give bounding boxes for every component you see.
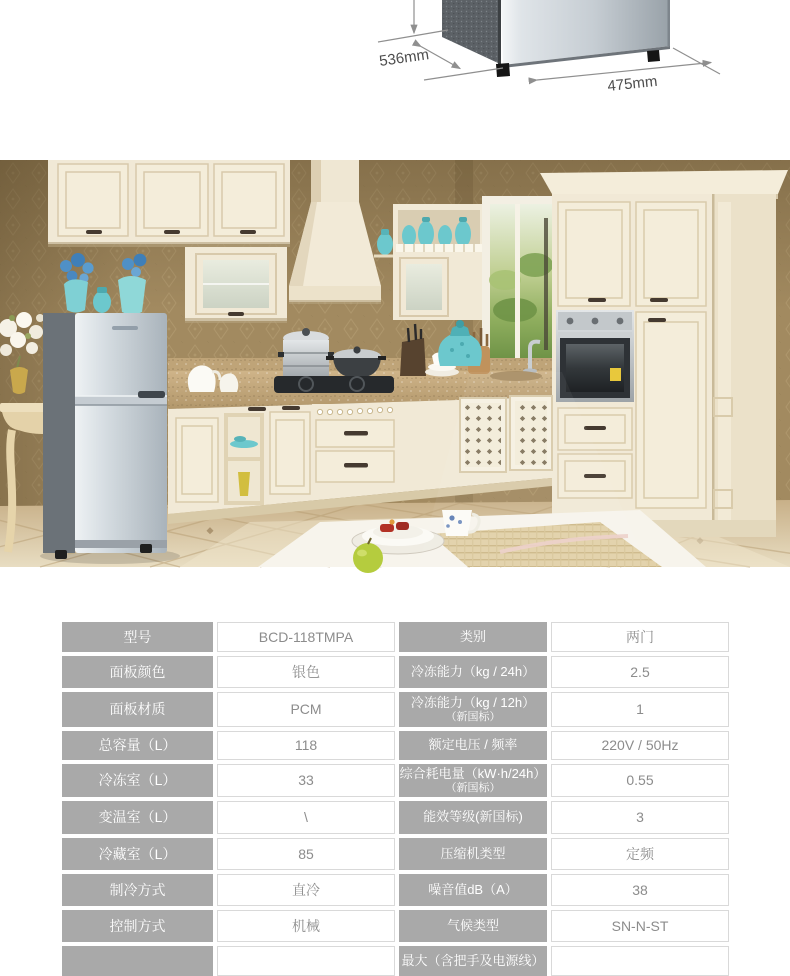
shelf-cabinet xyxy=(393,204,485,320)
open-shelf-unit xyxy=(224,413,264,505)
spec-label xyxy=(62,764,213,797)
spec-label xyxy=(62,692,213,727)
spec-label-subtext: （新国标） xyxy=(445,710,501,723)
spec-value: 38 xyxy=(551,874,729,906)
fridge-handle-grip xyxy=(138,391,165,398)
drawer-unit xyxy=(312,404,398,488)
spec-value: 直冷 xyxy=(217,874,395,906)
spec-label-text: 能效等级(新国标) xyxy=(423,809,523,825)
celadon-vase xyxy=(118,254,146,315)
gas-cooktop xyxy=(274,376,394,393)
spec-label-text: 冷冻能力（kg / 12h） xyxy=(410,694,536,710)
crown-molding xyxy=(540,170,788,194)
spec-label xyxy=(62,731,213,760)
spec-row xyxy=(62,764,732,797)
cabinet-handle xyxy=(86,230,102,234)
spec-label-text: 压缩机类型 xyxy=(440,845,506,861)
fridge-foot xyxy=(140,544,152,553)
spec-label-text: 面板材质 xyxy=(109,701,166,718)
spec-label-text: 噪音值dB（A） xyxy=(428,881,518,897)
spec-value: 33 xyxy=(217,764,395,797)
fridge-foot-left xyxy=(496,63,510,77)
spec-label xyxy=(399,801,547,834)
spec-label-text: 最大（含把手及电源线） xyxy=(401,952,545,968)
fridge-diagram-body xyxy=(442,0,670,77)
spec-row xyxy=(62,731,732,760)
tree-trunk xyxy=(544,218,548,350)
spec-label xyxy=(62,946,213,976)
spec-label-subtext: （新国标） xyxy=(445,781,501,794)
spec-label xyxy=(399,764,547,797)
spec-value: 两门 xyxy=(551,622,729,652)
spec-label xyxy=(399,874,547,906)
fridge-foot-right xyxy=(647,50,660,62)
spec-row xyxy=(62,910,732,942)
window xyxy=(480,196,564,375)
spec-label-text: 冷冻室（L） xyxy=(98,772,177,789)
spec-value: SN-N-ST xyxy=(551,910,729,942)
spec-label xyxy=(399,692,547,727)
glass-cabinet xyxy=(185,247,287,323)
spec-label xyxy=(399,838,547,870)
spec-row xyxy=(62,838,732,870)
spec-value: \ xyxy=(217,801,395,834)
spec-label xyxy=(399,731,547,760)
spec-value: 银色 xyxy=(217,656,395,688)
spec-label-text: 制冷方式 xyxy=(109,881,166,898)
yellow-cup xyxy=(238,472,250,496)
dimension-diagram xyxy=(0,0,790,110)
fridge-side-panel xyxy=(442,0,498,63)
spec-label xyxy=(62,838,213,870)
spec-label xyxy=(399,946,547,976)
spec-label-text: 冷冻能力（kg / 24h） xyxy=(410,663,536,679)
spec-value xyxy=(217,946,395,976)
spec-value: 220V / 50Hz xyxy=(551,731,729,760)
spec-value: 1 xyxy=(551,692,729,727)
width-dimension-label: 475mm xyxy=(606,72,659,95)
spec-value: 定频 xyxy=(551,838,729,870)
spec-value xyxy=(551,946,729,976)
spec-label-text: 总容量（L） xyxy=(98,737,177,754)
spec-value: 3 xyxy=(551,801,729,834)
spec-row xyxy=(62,622,732,652)
spec-label xyxy=(399,656,547,688)
spec-row xyxy=(62,692,732,727)
spec-label xyxy=(62,874,213,906)
spec-value: 2.5 xyxy=(551,656,729,688)
fridge-foot xyxy=(55,550,67,559)
spec-label-text: 类别 xyxy=(459,628,486,644)
spec-label-text: 变温室（L） xyxy=(98,809,177,826)
spec-label-text: 型号 xyxy=(123,628,152,645)
spec-table xyxy=(62,622,732,968)
spec-label-text: 气候类型 xyxy=(446,917,499,933)
steamer-pot xyxy=(278,328,334,380)
spec-value: 0.55 xyxy=(551,764,729,797)
kitchen-photo xyxy=(0,160,790,567)
energy-label xyxy=(610,368,621,381)
spec-row xyxy=(62,946,732,976)
spec-label-text: 综合耗电量（kW·h/24h） xyxy=(399,765,547,781)
spec-label xyxy=(399,910,547,942)
spec-label xyxy=(399,622,547,652)
spec-value: 85 xyxy=(217,838,395,870)
spec-label-text: 冷藏室（L） xyxy=(98,845,177,862)
fridge-logo xyxy=(112,326,138,330)
spec-row xyxy=(62,801,732,834)
spec-label xyxy=(62,910,213,942)
spec-label xyxy=(62,656,213,688)
spec-label-text: 控制方式 xyxy=(109,917,166,934)
spec-value: PCM xyxy=(217,692,395,727)
spec-value: BCD-118TMPA xyxy=(217,622,395,652)
spec-row xyxy=(62,874,732,906)
spec-value: 118 xyxy=(217,731,395,760)
spec-label xyxy=(62,622,213,652)
fridge-door xyxy=(501,0,670,65)
upper-cabinets xyxy=(48,160,290,247)
spec-label xyxy=(62,801,213,834)
spec-row xyxy=(62,656,732,688)
spec-label-text: 面板颜色 xyxy=(109,663,166,680)
depth-dimension-label: 536mm xyxy=(378,46,431,70)
spec-label-text: 额定电压 / 频率 xyxy=(428,737,518,753)
spec-value: 机械 xyxy=(217,910,395,942)
